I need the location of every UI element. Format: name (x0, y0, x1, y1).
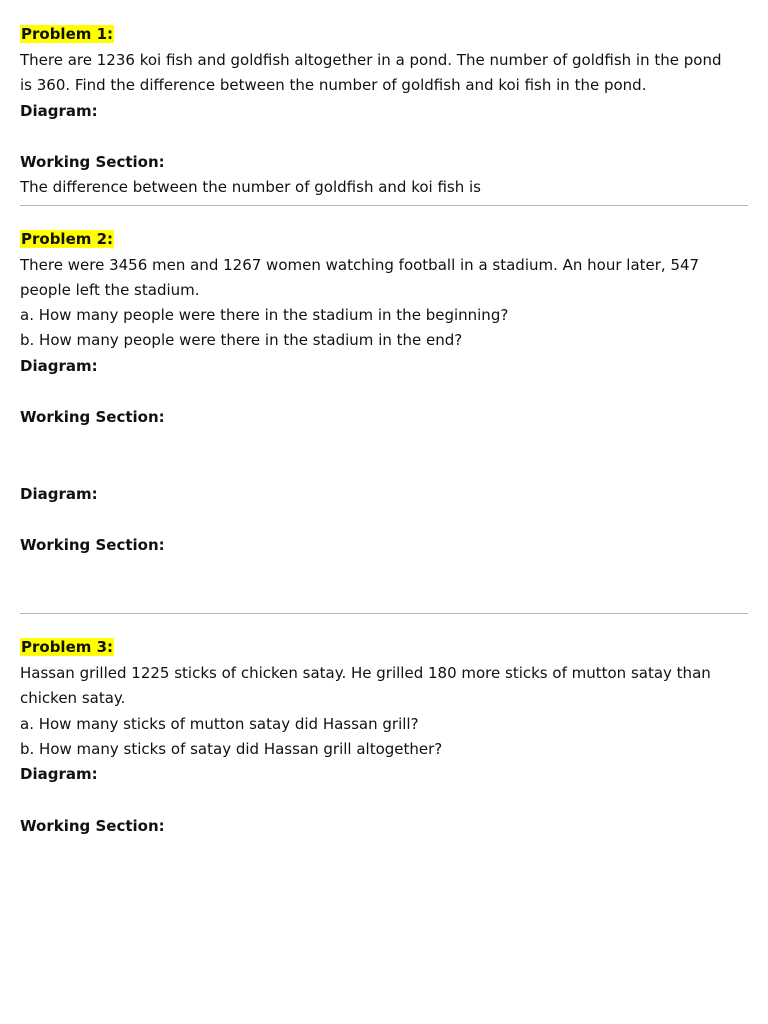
problem-2-heading-row (20, 227, 748, 252)
problem-3-heading-row (20, 635, 748, 660)
problem-3-diagram-label: Diagram: (20, 765, 98, 783)
problem-2-question-a: a. How many people were there in the stadium in the beginning? (20, 306, 509, 324)
problem-2-heading: Problem 2: (21, 230, 114, 248)
problem-3-working-label: Working Section: (20, 817, 165, 835)
problem-1-working-label: Working Section: (20, 153, 165, 171)
problem-1-text-line-1: There are 1236 koi fish and goldfish altogether in a pond. The number of goldfish in the pond (20, 51, 722, 69)
problem-1-answer-line: The difference between the number of goldfish and koi fish is (20, 178, 481, 196)
problem-2-text-line-1: There were 3456 men and 1267 women watching football in a stadium. An hour later, 547 (20, 256, 700, 274)
problem-1-heading-row (20, 22, 748, 47)
problem-3-text-line-1: Hassan grilled 1225 sticks of chicken satay. He grilled 180 more sticks of mutton satay than (20, 664, 711, 682)
problem-2-working-label-b: Working Section: (20, 536, 165, 554)
problem-1-text-line-2: is 360. Find the difference between the number of goldfish and koi fish in the pond. (20, 76, 647, 94)
problem-2-diagram-label-b: Diagram: (20, 485, 98, 503)
divider-1 (20, 205, 748, 206)
problem-1-heading: Problem 1: (21, 25, 114, 43)
problem-2-working-label-a: Working Section: (20, 408, 165, 426)
problem-2-diagram-label-a: Diagram: (20, 357, 98, 375)
divider-2 (20, 613, 748, 614)
problem-3-question-b: b. How many sticks of satay did Hassan grill altogether? (20, 740, 443, 758)
problem-2-question-b: b. How many people were there in the stadium in the end? (20, 331, 463, 349)
problem-3-heading: Problem 3: (21, 638, 114, 656)
problem-1-diagram-label: Diagram: (20, 102, 98, 120)
problem-3-question-a: a. How many sticks of mutton satay did Hassan grill? (20, 715, 419, 733)
problem-3-text-line-2: chicken satay. (20, 689, 126, 707)
problem-2-text-line-2: people left the stadium. (20, 281, 200, 299)
